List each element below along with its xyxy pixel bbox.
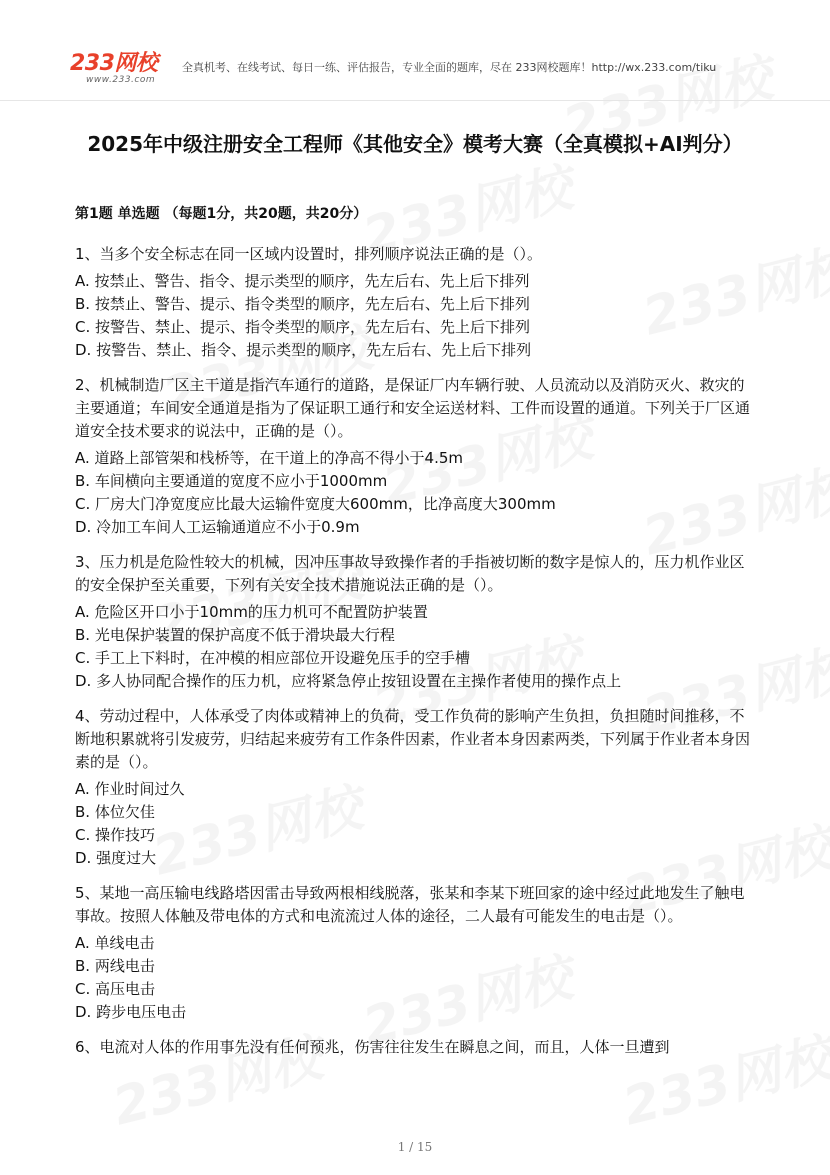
question-stem: 3、压力机是危险性较大的机械，因冲压事故导致操作者的手指被切断的数字是惊人的，压力机作业区的安全保护至关重要，下列有关安全技术措施说法正确的是（）。 — [75, 553, 745, 594]
header-slogan: 全真机考、在线考试、每日一练、评估报告，专业全面的题库，尽在 233网校题库！http://wx.233.com/tiku — [182, 61, 717, 74]
question — [75, 551, 755, 693]
question-stem: 6、电流对人体的作用事先没有任何预兆，伤害往往发生在瞬息之间，而且，人体一旦遭到 — [75, 1038, 670, 1056]
option-b: B. 体位欠佳 — [75, 803, 155, 821]
option-b: B. 按禁止、警告、提示、指令类型的顺序，先左后右、先上后下排列 — [75, 295, 530, 313]
logo-url: www.233.com — [86, 75, 156, 85]
option-c: C. 操作技巧 — [75, 826, 156, 844]
option-c: C. 手工上下料时，在冲模的相应部位开设避免压手的空手槽 — [75, 649, 471, 667]
option-d: D. 多人协同配合操作的压力机，应将紧急停止按钮设置在主操作者使用的操作点上 — [75, 672, 622, 690]
option-b: B. 光电保护装置的保护高度不低于滑块最大行程 — [75, 626, 395, 644]
logo-text: 233网校 — [70, 51, 158, 76]
page-header — [0, 44, 830, 101]
question-stem: 4、劳动过程中，人体承受了肉体或精神上的负荷，受工作负荷的影响产生负担，负担随时间推移，不断地积累就将引发疲劳，归结起来疲劳有工作条件因素，作业者本身因素两类，下列属于作业者本身因素的是（）。 — [75, 707, 751, 771]
option-a: A. 危险区开口小于10mm的压力机可不配置防护装置 — [75, 603, 428, 621]
question-stem: 1、当多个安全标志在同一区域内设置时，排列顺序说法正确的是（）。 — [75, 245, 543, 263]
site-logo[interactable] — [70, 52, 170, 92]
option-a: A. 按禁止、警告、指令、提示类型的顺序，先左后右、先上后下排列 — [75, 272, 530, 290]
question-stem: 5、某地一高压输电线路塔因雷击导致两根相线脱落，张某和李某下班回家的途中经过此地发生了触电事故。按照人体触及带电体的方式和电流流过人体的途径，二人最有可能发生的电击是（）。 — [75, 884, 745, 925]
page-number: 1 / 15 — [397, 1140, 433, 1154]
option-a: A. 作业时间过久 — [75, 780, 185, 798]
option-b: B. 车间横向主要通道的宽度不应小于1000mm — [75, 472, 388, 490]
option-d: D. 跨步电压电击 — [75, 1003, 187, 1021]
question — [75, 243, 755, 362]
option-d: D. 冷加工车间人工运输通道应不小于0.9m — [75, 518, 360, 536]
option-d: D. 强度过大 — [75, 849, 157, 867]
question-list — [75, 243, 755, 1071]
option-a: A. 单线电击 — [75, 934, 155, 952]
question — [75, 1036, 755, 1059]
question — [75, 882, 755, 1024]
question-stem: 2、机械制造厂区主干道是指汽车通行的道路，是保证厂内车辆行驶、人员流动以及消防灭火、救灾的主要通道；车间安全通道是指为了保证职工通行和安全运送材料、工件而设置的通道。下列关于厂区通道安全技术要求的说法中，正确的是（）。 — [75, 376, 751, 440]
option-c: C. 高压电击 — [75, 980, 156, 998]
document-title: 2025年中级注册安全工程师《其他安全》模考大赛（全真模拟+AI判分） — [87, 132, 743, 156]
option-c: C. 按警告、禁止、提示、指令类型的顺序，先左后右、先上后下排列 — [75, 318, 531, 336]
option-d: D. 按警告、禁止、指令、提示类型的顺序，先左后右、先上后下排列 — [75, 341, 532, 359]
option-c: C. 厂房大门净宽度应比最大运输件宽度大600mm，比净高度大300mm — [75, 495, 556, 513]
question — [75, 705, 755, 870]
question — [75, 374, 755, 539]
section-heading: 第1题 单选题 （每题1分，共20题，共20分） — [75, 206, 368, 222]
option-a: A. 道路上部管架和栈桥等，在干道上的净高不得小于4.5m — [75, 449, 464, 467]
option-b: B. 两线电击 — [75, 957, 155, 975]
